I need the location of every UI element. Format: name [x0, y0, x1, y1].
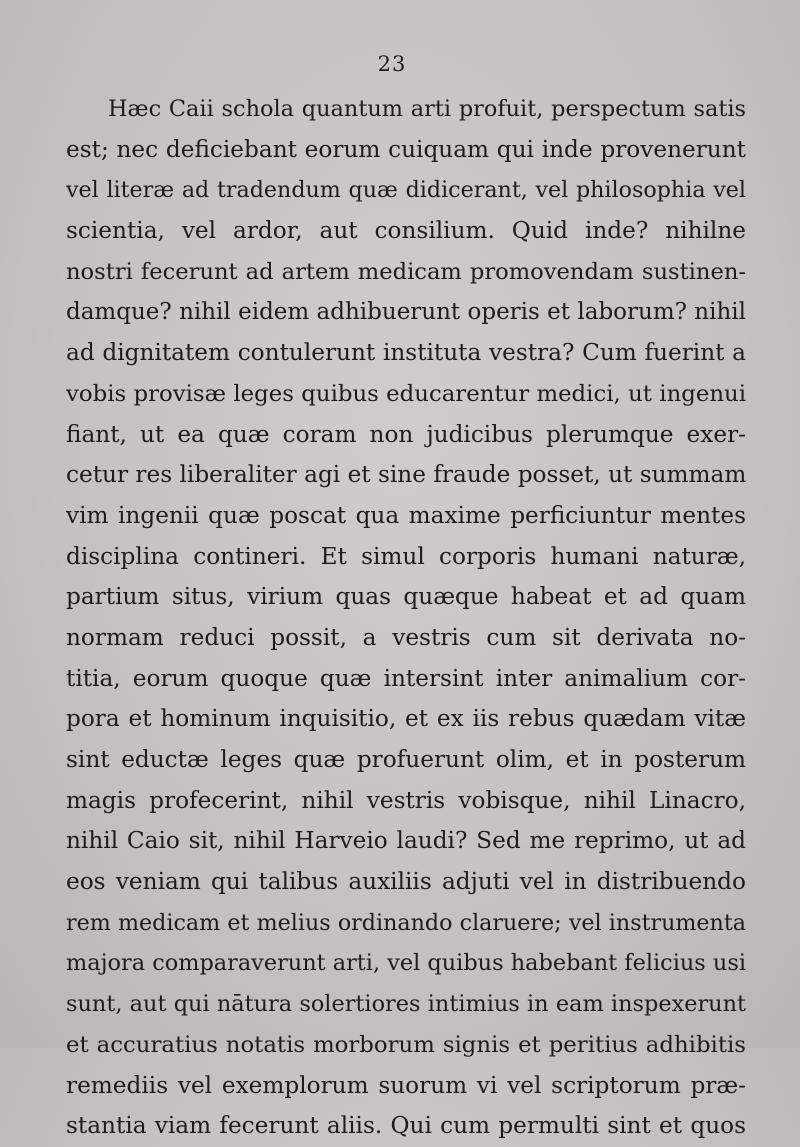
text-line: sint eductæ leges quæ profuerunt olim, et in posterum [66, 746, 746, 773]
text-line: pora et hominum inquisitio, et ex iis rebus quædam vitæ [66, 705, 746, 733]
text-line: nihil Caio sit, nihil Harveio laudi? Sed me reprimo, ut ad [66, 827, 746, 855]
text-line: et accuratius notatis morborum signis et peritius adhibitis [66, 1031, 746, 1058]
text-line: remediis vel exemplorum suorum vi vel scriptorum præ- [66, 1071, 746, 1099]
text-line: partium situs, virium quas quæque habeat et ad quam [66, 583, 746, 611]
text-line: ad dignitatem contulerunt instituta vestra? Cum fuerint a [66, 339, 746, 367]
text-line: disciplina contineri. Et simul corporis humani naturæ, [66, 542, 746, 570]
text-line: nostri fecerunt ad artem medicam promovendam sustinen- [66, 258, 746, 285]
text-line: est; nec deficiebant eorum cuiquam qui inde provenerunt [66, 135, 746, 163]
page-number: 23 [377, 52, 407, 76]
text-line: vim ingenii quæ poscat qua maxime perficiuntur mentes [66, 501, 746, 529]
text-line: rem medicam et melius ordinando claruere; vel instrumenta [66, 909, 746, 936]
text-line: Hæc Caii schola quantum arti profuit, perspectum satis [108, 96, 746, 122]
text-line: vel literæ ad tradendum quæ didicerant, vel philosophia vel [66, 177, 746, 204]
text-line: cetur res liberaliter agi et sine fraude posset, ut summam [66, 461, 746, 489]
text-line: normam reduci possit, a vestris cum sit derivata no- [66, 623, 746, 651]
text-line: stantia viam fecerunt aliis. Qui cum permulti sint et quos [66, 1112, 746, 1140]
text-line: sunt, aut qui nātura solertiores intimius in eam inspexerunt [66, 991, 746, 1018]
text-line: damque? nihil eidem adhibuerunt operis et laborum? nihil [66, 299, 746, 326]
text-line: scientia, vel ardor, aut consilium. Quid inde? nihilne [66, 217, 746, 245]
body-text [66, 89, 746, 1147]
text-line: fiant, ut ea quæ coram non judicibus plerumque exer- [66, 420, 746, 448]
text-line: magis profecerint, nihil vestris vobisque, nihil Linacro, [66, 786, 746, 814]
text-line: titia, eorum quoque quæ intersint inter animalium cor- [66, 664, 746, 692]
text-line: majora comparaverunt arti, vel quibus habebant felicius usi [66, 950, 746, 977]
text-line: eos veniam qui talibus auxiliis adjuti vel in distribuendo [66, 868, 746, 896]
text-line: vobis provisæ leges quibus educarentur medici, ut ingenui [66, 380, 746, 407]
